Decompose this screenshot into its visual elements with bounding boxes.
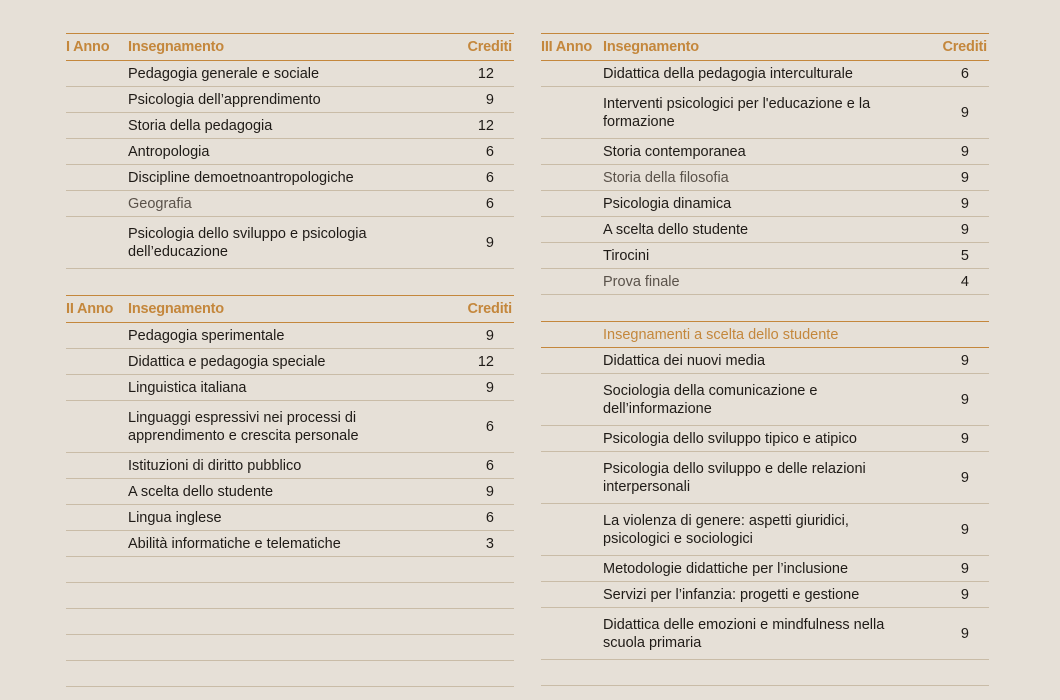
year2-table — [66, 295, 514, 687]
course-name: Didattica della pedagogia interculturale — [603, 61, 927, 87]
table-row — [541, 139, 989, 165]
table-row — [541, 348, 989, 374]
empty-row — [66, 661, 514, 687]
table-row — [66, 217, 514, 269]
course-credits: 9 — [452, 375, 514, 401]
year3-header — [541, 34, 989, 61]
table-row — [541, 191, 989, 217]
table-row — [66, 87, 514, 113]
left-column — [66, 33, 514, 687]
course-credits: 9 — [927, 87, 989, 139]
course-header: Insegnamento — [128, 296, 452, 323]
table-row — [66, 349, 514, 375]
table-row — [541, 243, 989, 269]
course-name: Lingua inglese — [128, 505, 452, 531]
course-name: Sociologia della comunicazione e dell’informazione — [603, 374, 927, 426]
table-row — [541, 87, 989, 139]
course-credits: 9 — [452, 87, 514, 113]
course-credits: 9 — [452, 479, 514, 505]
empty-row — [66, 635, 514, 661]
course-credits: 5 — [927, 243, 989, 269]
course-name: A scelta dello studente — [128, 479, 452, 505]
course-name: Interventi psicologici per l'educazione e la formazione — [603, 87, 927, 139]
table-row — [66, 139, 514, 165]
course-credits: 12 — [452, 349, 514, 375]
course-credits: 6 — [452, 139, 514, 165]
table-row — [541, 217, 989, 243]
course-name: Discipline demoetnoantropologiche — [128, 165, 452, 191]
course-credits: 9 — [927, 348, 989, 374]
section-spacer — [66, 269, 514, 295]
course-credits: 9 — [927, 191, 989, 217]
credits-header: Crediti — [927, 34, 989, 61]
course-credits: 9 — [927, 165, 989, 191]
course-name: Linguistica italiana — [128, 375, 452, 401]
course-name: Istituzioni di diritto pubblico — [128, 453, 452, 479]
table-row — [66, 531, 514, 557]
course-credits: 9 — [927, 217, 989, 243]
course-credits: 9 — [927, 582, 989, 608]
year3-table — [541, 33, 989, 295]
year2-header — [66, 296, 514, 323]
section-spacer — [541, 295, 989, 321]
course-credits: 12 — [452, 113, 514, 139]
table-row — [66, 479, 514, 505]
course-credits: 6 — [452, 191, 514, 217]
table-row — [66, 505, 514, 531]
credits-header: Crediti — [452, 296, 514, 323]
course-name: Antropologia — [128, 139, 452, 165]
course-name: Storia contemporanea — [603, 139, 927, 165]
table-row — [66, 191, 514, 217]
course-credits: 6 — [452, 453, 514, 479]
course-name: Psicologia dinamica — [603, 191, 927, 217]
course-name: A scelta dello studente — [603, 217, 927, 243]
year1-header — [66, 34, 514, 61]
course-credits: 3 — [452, 531, 514, 557]
course-credits: 6 — [452, 401, 514, 453]
course-name: Linguaggi espressivi nei processi di apprendimento e crescita personale — [128, 401, 452, 453]
table-row — [66, 401, 514, 453]
course-credits: 9 — [452, 217, 514, 269]
course-credits: 6 — [452, 165, 514, 191]
course-name: Psicologia dello sviluppo e delle relazioni interpersonali — [603, 452, 927, 504]
course-name: Didattica dei nuovi media — [603, 348, 927, 374]
empty-row — [66, 583, 514, 609]
course-name: Psicologia dello sviluppo e psicologia dell’educazione — [128, 217, 452, 269]
course-credits: 6 — [927, 61, 989, 87]
table-row — [541, 452, 989, 504]
year-label: III Anno — [541, 34, 603, 61]
course-name: Didattica delle emozioni e mindfulness nella scuola primaria — [603, 608, 927, 660]
course-name: Geografia — [128, 191, 452, 217]
course-credits: 9 — [927, 608, 989, 660]
course-name: Abilità informatiche e telematiche — [128, 531, 452, 557]
empty-row — [66, 609, 514, 635]
electives-header — [541, 322, 989, 348]
table-row — [541, 608, 989, 660]
table-row — [541, 61, 989, 87]
table-row — [66, 61, 514, 87]
table-row — [66, 165, 514, 191]
electives-title: Insegnamenti a scelta dello studente — [603, 322, 989, 348]
course-credits: 6 — [452, 505, 514, 531]
course-credits: 9 — [927, 452, 989, 504]
right-column — [541, 33, 989, 686]
course-header: Insegnamento — [128, 34, 452, 61]
table-row — [66, 453, 514, 479]
course-name: Psicologia dello sviluppo tipico e atipico — [603, 426, 927, 452]
course-name: Pedagogia sperimentale — [128, 323, 452, 349]
course-name: Servizi per l’infanzia: progetti e gestione — [603, 582, 927, 608]
year1-table — [66, 33, 514, 269]
course-credits: 9 — [927, 556, 989, 582]
course-credits: 12 — [452, 61, 514, 87]
course-name: Metodologie didattiche per l’inclusione — [603, 556, 927, 582]
electives-table — [541, 321, 989, 686]
table-row — [541, 426, 989, 452]
course-name: Didattica e pedagogia speciale — [128, 349, 452, 375]
course-credits: 9 — [927, 426, 989, 452]
course-credits: 4 — [927, 269, 989, 295]
course-name: Pedagogia generale e sociale — [128, 61, 452, 87]
course-name: Tirocini — [603, 243, 927, 269]
course-header: Insegnamento — [603, 34, 927, 61]
course-credits: 9 — [927, 139, 989, 165]
course-credits: 9 — [927, 504, 989, 556]
table-row — [66, 323, 514, 349]
course-name: Storia della pedagogia — [128, 113, 452, 139]
table-row — [541, 269, 989, 295]
table-row — [66, 375, 514, 401]
year-label: I Anno — [66, 34, 128, 61]
table-row — [541, 165, 989, 191]
empty-row — [66, 557, 514, 583]
year-label: II Anno — [66, 296, 128, 323]
table-row — [541, 556, 989, 582]
table-row — [541, 504, 989, 556]
empty-row — [541, 660, 989, 686]
course-name: Prova finale — [603, 269, 927, 295]
course-credits: 9 — [452, 323, 514, 349]
course-credits: 9 — [927, 374, 989, 426]
course-name: La violenza di genere: aspetti giuridici, psicologici e sociologici — [603, 504, 927, 556]
credits-header: Crediti — [452, 34, 514, 61]
table-row — [541, 582, 989, 608]
course-name: Storia della filosofia — [603, 165, 927, 191]
table-row — [541, 374, 989, 426]
course-name: Psicologia dell’apprendimento — [128, 87, 452, 113]
table-row — [66, 113, 514, 139]
